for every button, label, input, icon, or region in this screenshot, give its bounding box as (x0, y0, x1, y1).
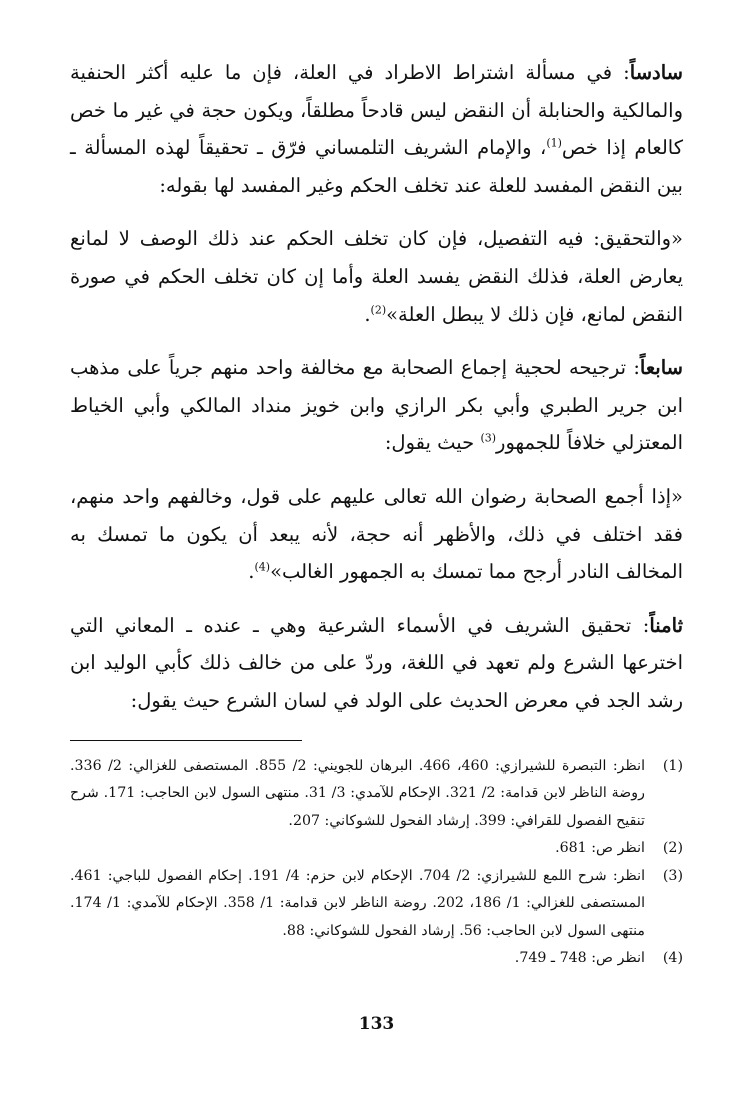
paragraph-text: «إذا أجمع الصحابة رضوان الله تعالى عليهم على قول، وخالفهم واحد منهم، فقد اختلف في ذلك، والأظهر أنه حجة، لأنه يبعد أن يكون ما تمسك به المخالف النادر أرجح مما تمسك به الجمهور الغالب» (70, 484, 683, 584)
lead-word: ثامناً (649, 613, 683, 637)
paragraph-text: ترجيحه لحجية إجماع الصحابة مع مخالفة واحد منهم جرياً على مذهب ابن جرير الطبري وأبي بكر الرازي وابن خويز منداد المالكي وأبي الخياط المعتزلي خلافاً للجمهور (70, 356, 683, 455)
footnote-ref[interactable]: (3) (480, 431, 497, 445)
footnote-item (70, 863, 683, 946)
paragraph-text: . (364, 302, 371, 326)
footnote-text: انظر: التبصرة للشيرازي: 460، 466. البرهان للجويني: 2/ 855. المستصفى للغزالي: 2/ 336. روضة الناظر لابن قدامة: 2/ 321. الإحكام للآمدي: 3/ 31. منتهى السول لابن الحاجب: 171. شرح تنقيح الفصول للقرافي: 399. إرشاد الفحول للشوكاني: 207. (70, 757, 646, 829)
paragraph-text: تحقيق الشريف في الأسماء الشرعية وهي ـ عنده ـ المعاني التي اخترعها الشرع ولم تعهد في اللغة، وردّ على من خالف ذلك كأبي الوليد ابن رشد الجد في معرض الحديث على الولد في لسان الشرع حيث يقول: (70, 613, 683, 712)
paragraph-text: «والتحقيق: فيه التفصيل، فإن كان تخلف الحكم عند ذلك الوصف لا لمانع يعارض العلة، فذلك النقض يفسد العلة وأما إن كان تخلف الحكم في صورة النقض لمانع، فإن ذلك لا يبطل العلة» (70, 227, 683, 326)
lead-colon: : (626, 356, 640, 380)
paragraph-seventh (70, 349, 683, 462)
footnote-number: (4) (662, 950, 683, 966)
lead-word: سادساً (629, 61, 683, 84)
quote-paragraph (70, 478, 683, 591)
paragraph-text: في مسألة اشتراط الاطراد في العلة، فإن ما عليه أكثر الحنفية والمالكية والحنابلة أن النقض ليس قادحاً مطلقاً، ويكون حجة في غير ما خص كالعام إذا خص (70, 61, 683, 160)
footnote-separator (70, 740, 302, 741)
footnote-text: انظر ص: 681. (555, 840, 645, 856)
footnote-ref[interactable]: (1) (546, 136, 562, 150)
footnote-item (70, 945, 683, 973)
footnote-number: (1) (662, 757, 683, 774)
footnote-number: (3) (662, 867, 683, 884)
page-body (70, 54, 683, 973)
paragraph-eighth (70, 607, 683, 720)
quote-paragraph (70, 220, 683, 333)
footnote-ref[interactable]: (4) (254, 560, 271, 574)
footnote-ref[interactable]: (2) (370, 303, 387, 317)
footnote-text: انظر: شرح اللمع للشيرازي: 2/ 704. الإحكام لابن حزم: 4/ 191. إحكام الفصول للباجي: 461. المستصفى للغزالي: 1/ 186، 202. روضة الناظر لابن قدامة: 1/ 358. الإحكام للآمدي: 1/ 174. منتهى السول لابن الحاجب: 56. إرشاد الفحول للشوكاني: 88. (70, 867, 646, 939)
lead-word: سابعاً (639, 356, 683, 380)
footnote-separator-wrap (70, 740, 683, 741)
paragraph-sixth (70, 54, 683, 204)
footnote-number: (2) (662, 840, 683, 856)
footnote-item (70, 753, 683, 836)
footnote-item (70, 835, 683, 863)
page-number: 133 (358, 1014, 395, 1034)
lead-colon: : (612, 61, 630, 84)
footnote-text: انظر ص: 748 ـ 749. (514, 950, 645, 966)
lead-colon: : (631, 613, 650, 637)
footnotes (70, 753, 683, 973)
paragraph-text: حيث يقول: (384, 431, 481, 455)
paragraph-text: . (248, 560, 255, 584)
paragraph-text: ، والإمام الشريف التلمساني فرّق ـ تحقيقاً لهذه المسألة ـ بين النقض المفسد للعلة عند تخلف الحكم وغير المفسد لها بقوله: (70, 136, 683, 197)
